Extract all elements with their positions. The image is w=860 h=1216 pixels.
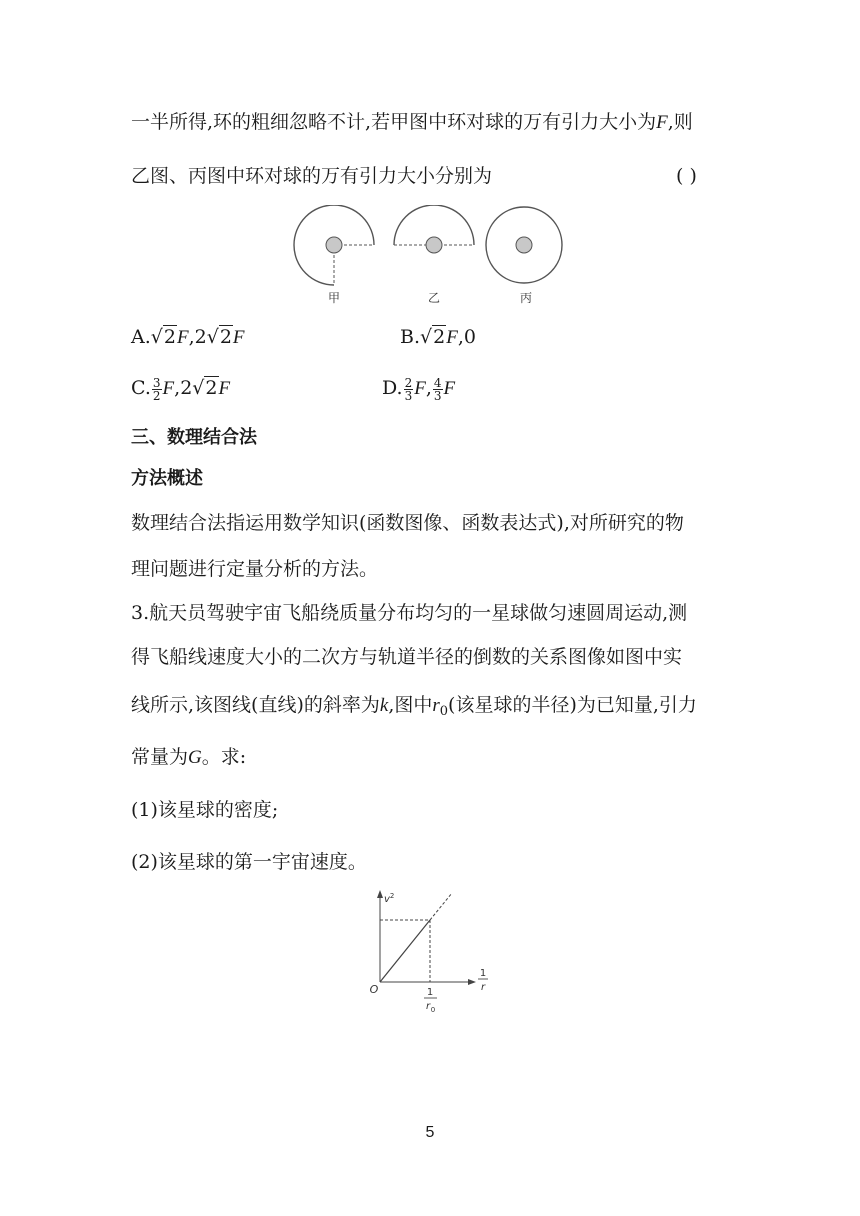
dashed-extension (430, 893, 452, 920)
text-line: 一半所得,环的粗细忽略不计,若甲图中环对球的万有引力大小为F,则 (131, 111, 693, 133)
text-line: 数理结合法指运用数学知识(函数图像、函数表达式),对所研究的物 (131, 512, 684, 534)
answer-blank: ( ) (676, 165, 697, 187)
text-line: 理问题进行定量分析的方法。 (131, 558, 379, 580)
figure-label-yi: 乙 (427, 291, 441, 305)
figure-label-bing: 丙 (519, 291, 533, 305)
question-line: 3.航天员驾驶宇宙飞船绕质量分布均匀的一星球做匀速圆周运动,测 (131, 602, 688, 624)
ball-jia (326, 237, 342, 253)
v2-vs-inverse-r-graph (362, 888, 502, 1023)
tick-label-den: r (425, 1001, 431, 1012)
rings-figure (290, 205, 570, 310)
figure-label-jia: 甲 (327, 291, 341, 305)
ball-yi (426, 237, 442, 253)
option-b: B.√2F,0 (400, 326, 476, 348)
origin-label: O (369, 983, 379, 996)
tick-label-num: 1 (426, 987, 434, 998)
tick-label-sub: 0 (430, 1006, 436, 1014)
x-axis-label-den: r (480, 982, 486, 993)
y-axis-label: $v^2$ (384, 892, 395, 905)
question-part-1: (1)该星球的密度; (131, 799, 279, 821)
question-part-2: (2)该星球的第一宇宙速度。 (131, 851, 367, 873)
solid-line (380, 920, 430, 982)
option-a: A.√2F,2√2F (131, 326, 245, 348)
question-line: 常量为G。求: (131, 746, 247, 768)
x-axis-label-num: 1 (479, 968, 487, 979)
question-line: 线所示,该图线(直线)的斜率为k,图中$r_0$(该星球的半径)为已知量,引力 (131, 694, 697, 719)
section-heading: 三、数理结合法 (131, 427, 257, 448)
section-subheading: 方法概述 (131, 468, 203, 489)
page-number: 5 (425, 1124, 435, 1141)
ball-bing (516, 237, 532, 253)
text-line: 乙图、丙图中环对球的万有引力大小分别为 (131, 165, 493, 187)
question-line: 得飞船线速度大小的二次方与轨道半径的倒数的关系图像如图中实 (131, 646, 683, 668)
option-d: D. $\frac{2}{3}$ F, $\frac{4}{3}$ F (382, 375, 456, 403)
option-c: C. $\frac{3}{2}$ F,2√2F (131, 375, 231, 403)
